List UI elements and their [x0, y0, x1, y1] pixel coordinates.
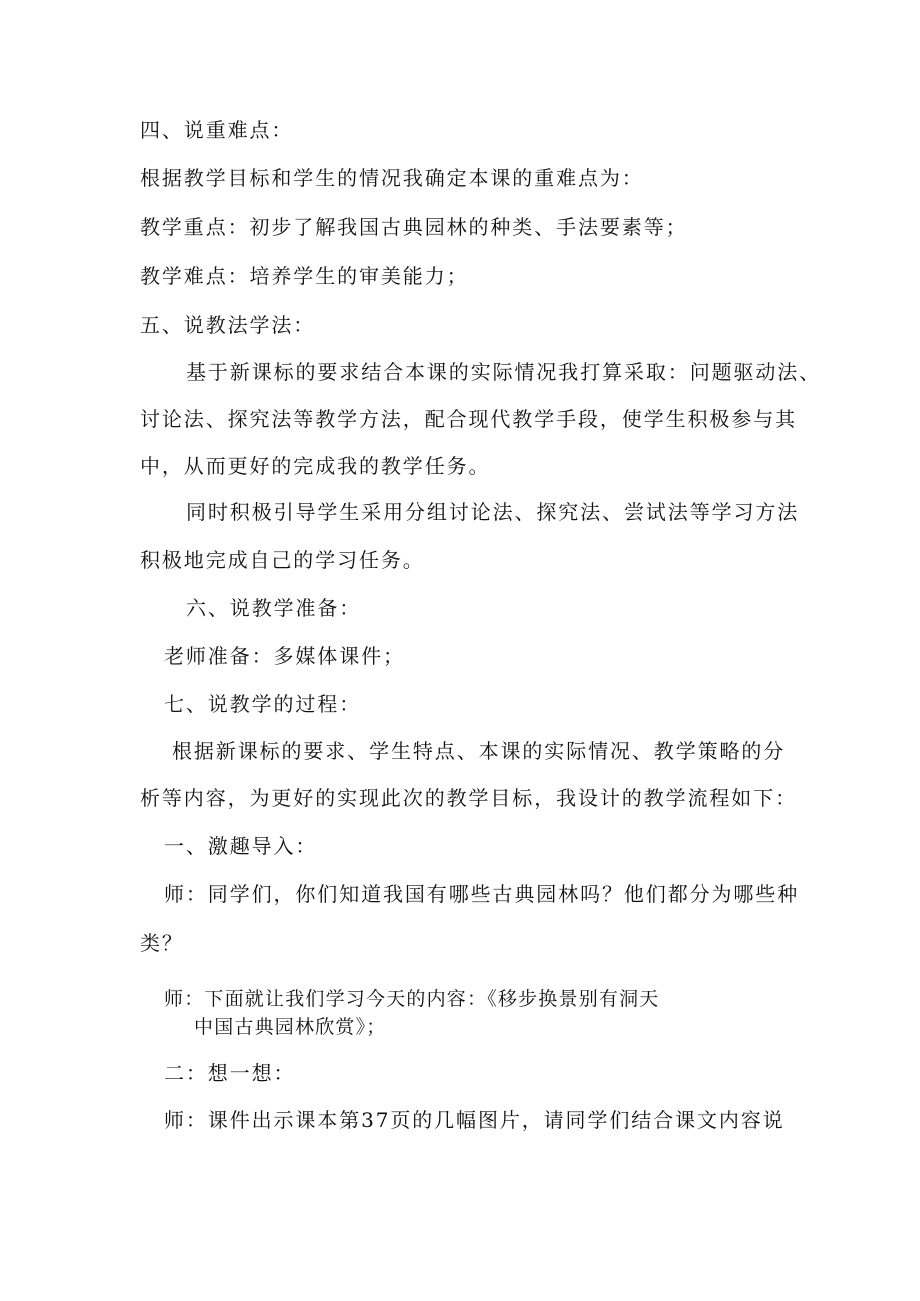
text-line: 师：下面就让我们学习今天的内容：《移步换景别有洞天: [164, 988, 660, 1010]
text-line: 老师准备：多媒体课件；: [164, 644, 405, 668]
text-line: 讨论法、探究法等教学方法，配合现代教学手段，使学生积极参与其: [140, 407, 797, 431]
text-line: 析等内容，为更好的实现此次的教学目标，我设计的教学流程如下：: [140, 786, 797, 810]
text-line: 同时积极引导学生采用分组讨论法、探究法、尝试法等学习方法: [186, 500, 800, 524]
text-line: 积极地完成自己的学习任务。: [140, 548, 425, 572]
subheading-two: 二：想一想：: [164, 1061, 296, 1085]
text-line: 基于新课标的要求结合本课的实际情况我打算采取：问题驱动法、: [186, 360, 822, 384]
text-line: 类？: [140, 931, 184, 955]
text-line: 师：课件出示课本第37页的几幅图片，请同学们结合课文内容说: [164, 1108, 785, 1132]
heading-five: 五、说教法学法：: [140, 313, 316, 337]
heading-four: 四、说重难点：: [140, 118, 294, 142]
text-line: 中国古典园林欣赏》；: [194, 1016, 387, 1038]
text-line: 中，从而更好的完成我的教学任务。: [140, 454, 491, 478]
text-line: 教学难点：培养学生的审美能力；: [140, 264, 469, 288]
subheading-one: 一、激趣导入：: [164, 834, 318, 858]
text-line: 教学重点：初步了解我国古典园林的种类、手法要素等；: [140, 215, 688, 239]
heading-seven: 七、说教学的过程：: [164, 692, 362, 716]
heading-six: 六、说教学准备：: [186, 596, 362, 620]
text-line: 根据新课标的要求、学生特点、本课的实际情况、教学策略的分: [172, 739, 786, 763]
text-line: 师：同学们，你们知道我国有哪些古典园林吗？他们都分为哪些种: [164, 882, 800, 906]
text-line: 根据教学目标和学生的情况我确定本课的重难点为：: [140, 166, 644, 190]
